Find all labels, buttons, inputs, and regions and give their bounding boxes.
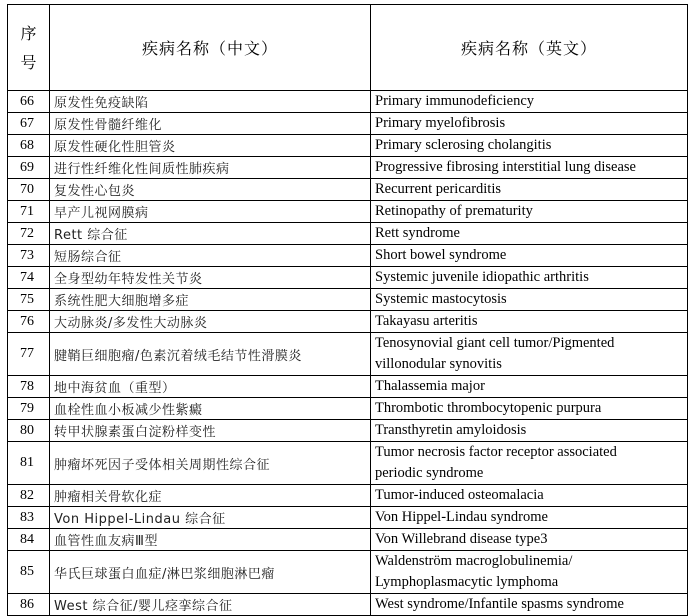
disease-table <box>7 4 688 616</box>
row-english-name <box>371 529 688 551</box>
row-chinese-name: 肿瘤坏死因子受体相关周期性综合征 <box>50 442 371 485</box>
table-row <box>8 333 688 376</box>
table-row <box>8 135 688 157</box>
table-row <box>8 223 688 245</box>
row-english-name <box>371 179 688 201</box>
row-chinese-name: 系统性肥大细胞增多症 <box>50 289 371 311</box>
english-name-line: Short bowel syndrome <box>375 247 507 263</box>
english-name-line: Tenosynovial giant cell tumor/Pigmented <box>375 335 615 351</box>
row-english-name <box>371 135 688 157</box>
row-english-name <box>371 485 688 507</box>
table-row <box>8 551 688 594</box>
english-name-line: Lymphoplasmacytic lymphoma <box>375 574 559 590</box>
row-chinese-name: 原发性骨髓纤维化 <box>50 113 371 135</box>
table-row <box>8 485 688 507</box>
row-english-name <box>371 398 688 420</box>
table-row <box>8 113 688 135</box>
table-row <box>8 420 688 442</box>
table-row <box>8 245 688 267</box>
row-serial-number: 72 <box>8 223 50 245</box>
row-serial-number: 83 <box>8 507 50 529</box>
row-serial-number: 81 <box>8 442 50 485</box>
row-serial-number: 79 <box>8 398 50 420</box>
english-name-line: Transthyretin amyloidosis <box>375 422 527 438</box>
table-row <box>8 376 688 398</box>
row-serial-number: 85 <box>8 551 50 594</box>
row-chinese-name: 大动脉炎/多发性大动脉炎 <box>50 311 371 333</box>
row-english-name <box>371 507 688 529</box>
table-header-row <box>8 5 688 91</box>
row-chinese-name: 全身型幼年特发性关节炎 <box>50 267 371 289</box>
row-english-name <box>371 245 688 267</box>
row-serial-number: 69 <box>8 157 50 179</box>
table-row <box>8 442 688 485</box>
row-english-name <box>371 289 688 311</box>
row-english-name <box>371 157 688 179</box>
table-row <box>8 507 688 529</box>
row-chinese-name: 进行性纤维化性间质性肺疾病 <box>50 157 371 179</box>
row-chinese-name: 腱鞘巨细胞瘤/色素沉着绒毛结节性滑膜炎 <box>50 333 371 376</box>
english-name-line: villonodular synovitis <box>375 356 502 372</box>
english-name-line: Von Willebrand disease type3 <box>375 531 548 547</box>
row-serial-number: 80 <box>8 420 50 442</box>
english-name-line: Systemic juvenile idiopathic arthritis <box>375 269 589 285</box>
header-chinese-name: 疾病名称（中文） <box>50 5 371 91</box>
table-row <box>8 289 688 311</box>
english-name-line: Tumor-induced osteomalacia <box>375 487 544 503</box>
english-name-line: Thalassemia major <box>375 378 485 394</box>
row-chinese-name: 血栓性血小板减少性紫癜 <box>50 398 371 420</box>
row-serial-number: 77 <box>8 333 50 376</box>
english-name-line: Tumor necrosis factor receptor associated <box>375 444 617 460</box>
row-chinese-name: 短肠综合征 <box>50 245 371 267</box>
table-row <box>8 201 688 223</box>
row-chinese-name: 原发性硬化性胆管炎 <box>50 135 371 157</box>
row-chinese-name: Rett 综合征 <box>50 223 371 245</box>
english-name-line: Von Hippel-Lindau syndrome <box>375 509 548 525</box>
header-serial-char-2: 号 <box>20 52 37 72</box>
row-english-name <box>371 91 688 113</box>
row-serial-number: 74 <box>8 267 50 289</box>
english-name-line: West syndrome/Infantile spasms syndrome <box>375 596 624 612</box>
row-serial-number: 78 <box>8 376 50 398</box>
row-serial-number: 76 <box>8 311 50 333</box>
table-row <box>8 398 688 420</box>
row-english-name <box>371 223 688 245</box>
table-row <box>8 179 688 201</box>
row-serial-number: 67 <box>8 113 50 135</box>
row-english-name <box>371 113 688 135</box>
english-name-line: Primary myelofibrosis <box>375 115 506 131</box>
row-english-name <box>371 267 688 289</box>
row-chinese-name: 早产儿视网膜病 <box>50 201 371 223</box>
row-chinese-name: West 综合征/婴儿痉挛综合征 <box>50 594 371 616</box>
row-english-name <box>371 594 688 616</box>
row-english-name <box>371 311 688 333</box>
english-name-line: Primary sclerosing cholangitis <box>375 137 552 153</box>
row-chinese-name: 原发性免疫缺陷 <box>50 91 371 113</box>
row-chinese-name: 血管性血友病Ⅲ型 <box>50 529 371 551</box>
row-serial-number: 86 <box>8 594 50 616</box>
row-chinese-name: 复发性心包炎 <box>50 179 371 201</box>
row-chinese-name: Von Hippel-Lindau 综合征 <box>50 507 371 529</box>
row-english-name <box>371 420 688 442</box>
row-english-name <box>371 333 688 376</box>
header-english-name: 疾病名称（英文） <box>371 5 688 91</box>
row-serial-number: 82 <box>8 485 50 507</box>
row-english-name <box>371 442 688 485</box>
table-row <box>8 529 688 551</box>
english-name-line: Systemic mastocytosis <box>375 291 507 307</box>
english-name-line: Progressive fibrosing interstitial lung disease <box>375 159 636 175</box>
english-name-line: Takayasu arteritis <box>375 313 478 329</box>
table-row <box>8 311 688 333</box>
row-serial-number: 73 <box>8 245 50 267</box>
header-serial-number <box>8 5 50 91</box>
header-serial-char-1: 序 <box>20 23 37 43</box>
table-row <box>8 91 688 113</box>
row-english-name <box>371 201 688 223</box>
english-name-line: Retinopathy of prematurity <box>375 203 533 219</box>
row-serial-number: 70 <box>8 179 50 201</box>
row-serial-number: 75 <box>8 289 50 311</box>
english-name-line: Waldenström macroglobulinemia/ <box>375 553 573 569</box>
row-chinese-name: 地中海贫血（重型） <box>50 376 371 398</box>
row-english-name <box>371 551 688 594</box>
english-name-line: Thrombotic thrombocytopenic purpura <box>375 400 602 416</box>
row-serial-number: 71 <box>8 201 50 223</box>
english-name-line: periodic syndrome <box>375 465 484 481</box>
row-serial-number: 68 <box>8 135 50 157</box>
row-serial-number: 84 <box>8 529 50 551</box>
english-name-line: Recurrent pericarditis <box>375 181 502 197</box>
row-serial-number: 66 <box>8 91 50 113</box>
row-english-name <box>371 376 688 398</box>
table-row <box>8 594 688 616</box>
table-row <box>8 157 688 179</box>
row-chinese-name: 肿瘤相关骨软化症 <box>50 485 371 507</box>
english-name-line: Rett syndrome <box>375 225 460 241</box>
row-chinese-name: 转甲状腺素蛋白淀粉样变性 <box>50 420 371 442</box>
english-name-line: Primary immunodeficiency <box>375 93 535 109</box>
row-chinese-name: 华氏巨球蛋白血症/淋巴浆细胞淋巴瘤 <box>50 551 371 594</box>
table-row <box>8 267 688 289</box>
